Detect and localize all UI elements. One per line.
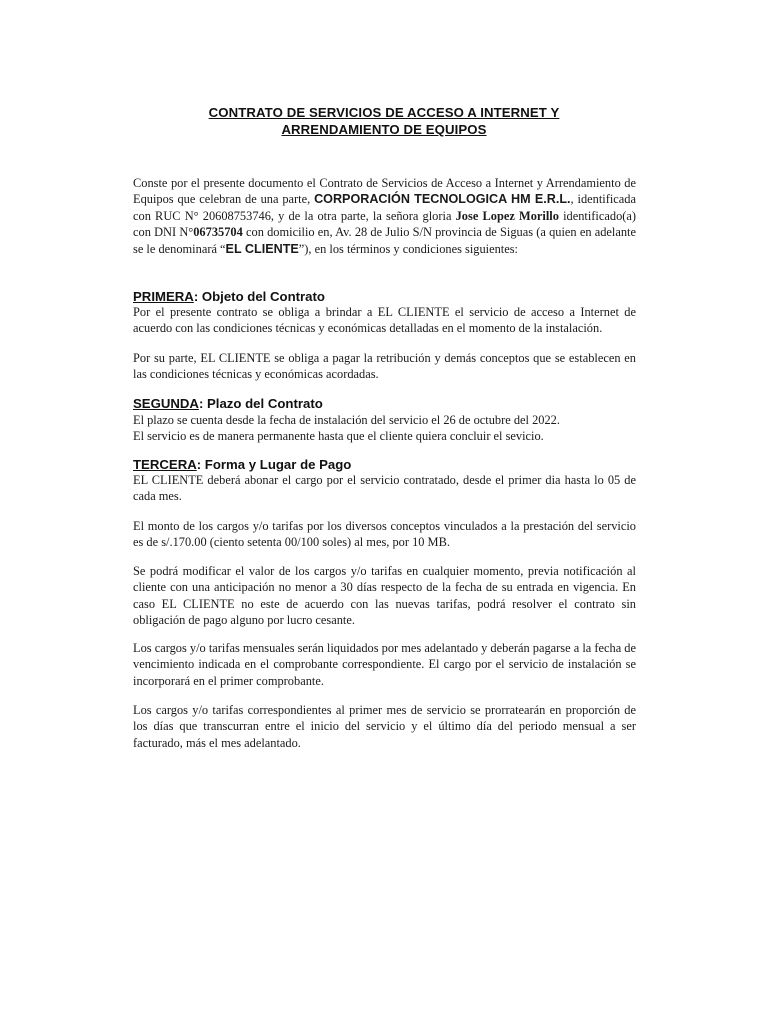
intro-text-4: con domicilio en, Av. 28 de Julio S/N provincia de Siguas (a quien en adelante se le denominará “ — [133, 225, 637, 256]
client-name: Jose Lopez Morillo — [455, 208, 559, 223]
clause-tercera-p1: EL CLIENTE deberá abonar el cargo por el servicio contratado, desde el primer dia hasta lo 05 de cada mes. — [133, 473, 636, 504]
intro-text-5: ”), en los términos y condiciones siguientes: — [298, 241, 518, 256]
intro-text-1: Conste por el presente documento el Contrato de Servicios de Acceso a Internet y Arrendamiento de Equipos que celebran de una parte, — [133, 176, 636, 207]
clause-segunda-p2: El servicio es de manera permanente hasta que el cliente quiera concluir el sevicio. — [133, 429, 544, 443]
clause-title-segunda: : Plazo del Contrato — [198, 396, 323, 411]
contract-title — [132, 104, 636, 138]
clause-heading-tercera — [133, 457, 351, 473]
title-line-2: ARRENDAMIENTO DE EQUIPOS — [281, 122, 487, 137]
clause-heading-primera — [133, 289, 325, 305]
client-alias: EL CLIENTE — [225, 241, 299, 256]
title-line-1: CONTRATO DE SERVICIOS DE ACCESO A INTERNET Y — [208, 105, 560, 120]
clause-segunda-p1: El plazo se cuenta desde la fecha de instalación del servicio el 26 de octubre del 2022. — [133, 413, 560, 427]
clause-tercera-p4: Los cargos y/o tarifas mensuales serán liquidados por mes adelantado y deberán pagarse a la fecha de vencimiento indicada en el comprobante correspondiente. El cargo por el servicio de instalación se incorporará en el primer comprobante. — [133, 641, 636, 688]
clause-tercera-p5: Los cargos y/o tarifas correspondientes al primer mes de servicio se prorratearán en proporción de los días que transcurran entre el inicio del servicio y el último día del periodo mensual a ser facturado, más el mes adelantado. — [133, 703, 636, 750]
clause-label-segunda: SEGUNDA — [133, 396, 199, 411]
clause-tercera-p3: Se podrá modificar el valor de los cargos y/o tarifas en cualquier momento, previa notificación al cliente con una anticipación no menor a 30 días respecto de la fecha de su entrada en vigencia. En caso EL CLIENTE no este de acuerdo con las nuevas tarifas, podrá resolver el contrato sin obligación de pago alguno por lucro cesante. — [133, 564, 636, 628]
clause-tercera-p2: El monto de los cargos y/o tarifas por los diversos conceptos vinculados a la prestación del servicio es de s/.170.00 (ciento setenta 00/100 soles) al mes, por 10 MB. — [133, 519, 636, 550]
company-name: CORPORACIÓN TECNOLOGICA HM E.R.L. — [314, 192, 571, 207]
clause-title-tercera: : Forma y Lugar de Pago — [196, 457, 352, 472]
intro-paragraph — [133, 175, 636, 257]
clause-title-primera: : Objeto del Contrato — [193, 289, 325, 304]
clause-label-primera: PRIMERA — [133, 289, 194, 304]
intro-text-2: , identificada con RUC N° 20608753746, y de la otra parte, la señora gloria — [133, 192, 636, 223]
clause-primera-p2: Por su parte, EL CLIENTE se obliga a pagar la retribución y demás conceptos que se establecen en las condiciones técnicas y económicas acordadas. — [133, 351, 636, 382]
client-dni: 06735704 — [193, 225, 243, 240]
clause-label-tercera: TERCERA — [133, 457, 197, 472]
intro-text-3: identificado(a) con DNI N° — [133, 208, 637, 240]
clause-heading-segunda — [133, 396, 323, 412]
clause-primera-p1: Por el presente contrato se obliga a brindar a EL CLIENTE el servicio de acceso a Internet de acuerdo con las condiciones técnicas y económicas detalladas en el momento de la instalación. — [133, 305, 636, 336]
